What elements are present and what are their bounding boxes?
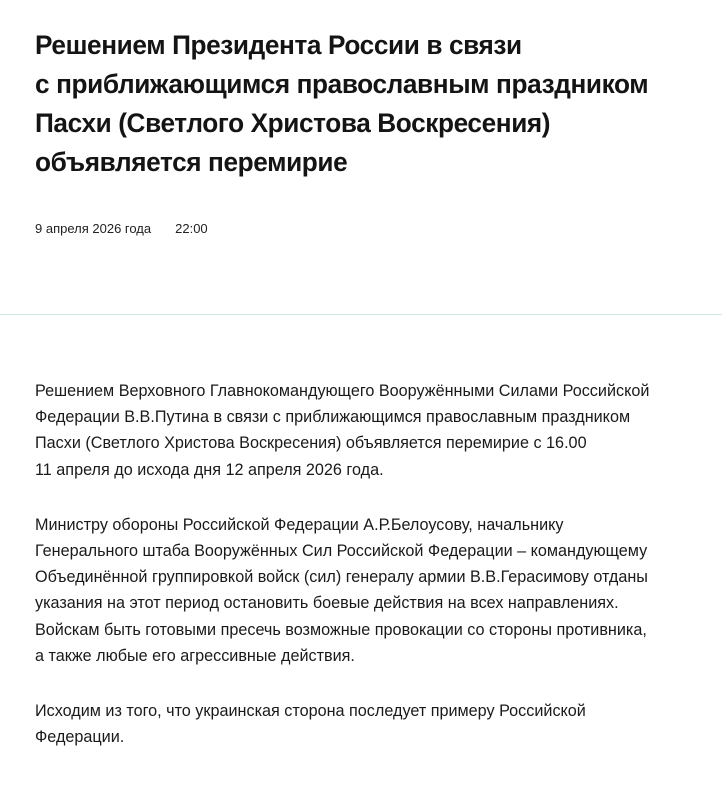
header-divider: [0, 314, 722, 315]
article-paragraph-1: Решением Верховного Главнокомандующего Вооружёнными Силами Российской Федерации В.В.Путина в связи с приближающимся православным праздником Пасхи (Светлого Христова Воскресения) объявляется перемирие с 16.00 11 апреля до исхода дня 12 апреля 2026 года.: [35, 382, 650, 479]
article-paragraph-2: Министру обороны Российской Федерации А.Р.Белоусову, начальнику Генерального штаба Вооружённых Сил Российской Федерации – командующему Объединённой группировкой войск (сил) генералу армии В.В.Герасимову отданы указания на этот период остановить боевые действия на всех направлениях. Войскам быть готовыми пресечь возможные провокации со стороны противника, а также любые его агрессивные действия.: [35, 515, 648, 665]
article-header: [35, 26, 695, 182]
article-title: Решением Президента России в связи с приближающимся православным праздником Пасхи (Светлого Христова Воскресения) объявляется перемирие: [35, 30, 649, 177]
article-date: 9 апреля 2026 года: [35, 221, 152, 236]
article-body: [35, 378, 685, 779]
article-paragraph-3: Исходим из того, что украинская сторона последует примеру Российской Федерации.: [35, 702, 586, 747]
article-time: 22:00: [175, 221, 208, 236]
article-meta: [35, 221, 208, 237]
